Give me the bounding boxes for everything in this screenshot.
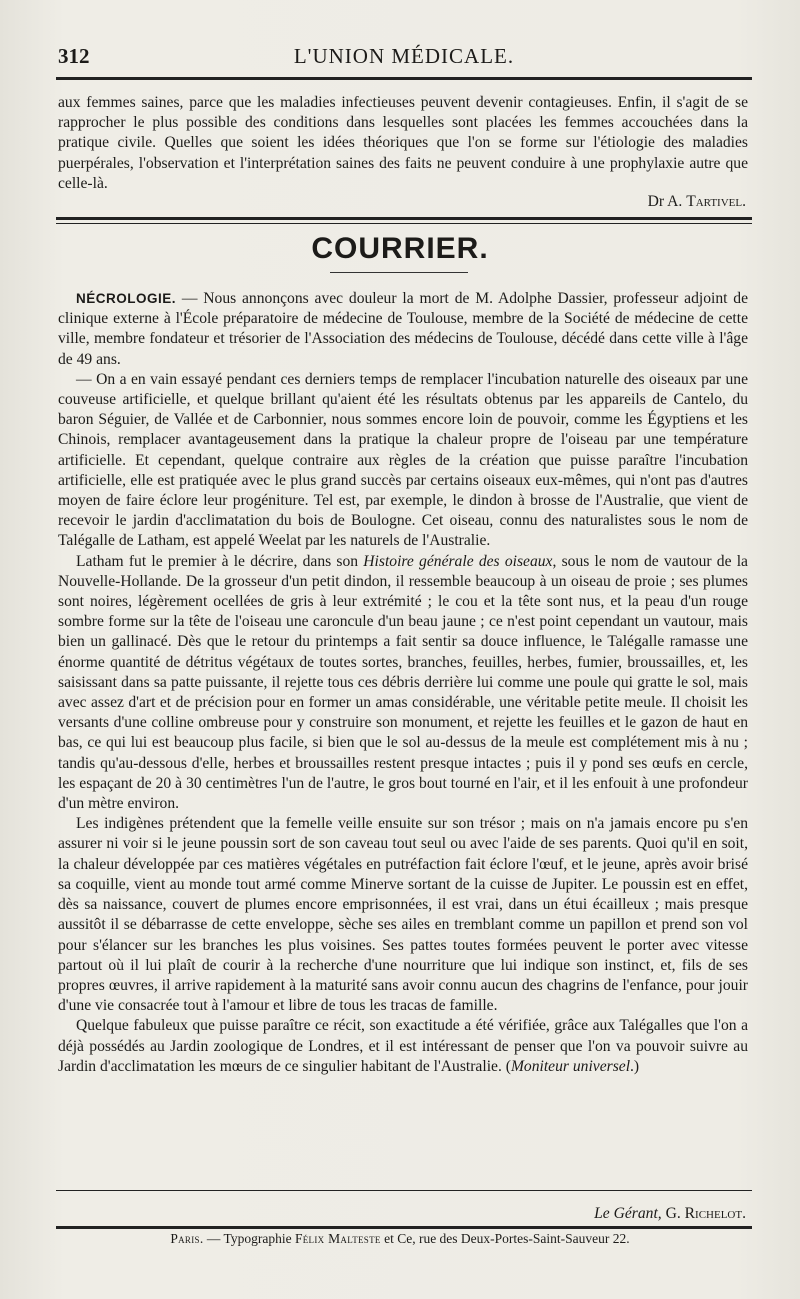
signature-name: Tartivel. xyxy=(686,193,746,210)
source-citation: Moniteur universel xyxy=(510,1057,631,1075)
section-title: COURRIER. xyxy=(311,232,489,265)
imprint-suffix: et Ce, rue des Deux-Portes-Saint-Sauveur 22. xyxy=(380,1231,630,1246)
gerant-label: Le Gérant, xyxy=(594,1205,662,1222)
gerant-signature xyxy=(594,1205,746,1223)
imprint-prefix: — Typographie xyxy=(203,1231,295,1246)
title-underline xyxy=(330,272,468,273)
section-rule-thin xyxy=(56,223,752,224)
latham-paragraph xyxy=(58,552,748,815)
printer-imprint xyxy=(0,1231,800,1247)
book-title: Histoire générale des oiseaux xyxy=(363,552,553,570)
courrier-body xyxy=(58,289,748,1077)
necrologie-text: — Nous annonçons avec douleur la mort de M. Adolphe Dassier, professeur adjoint de clinique externe à l'École préparatoire de médecine de Toulouse, membre de la Société de médecine de cette ville, membre fondateur et trésorier de l'Association des médecins de Toulouse, décédé dans cette ville à l'âge de 49 ans. xyxy=(58,290,748,368)
closing-text: Quelque fabuleux que puisse paraître ce récit, son exactitude a été vérifiée, grâce aux Talégalles que l'on a déjà possédés au Jardin zoologique de Londres, et il est intéressant de penser que l'on va pouvoir suivre au Jardin d'acclimatation les mœurs de ce singulier habitant de l'Australie. ( xyxy=(58,1017,748,1075)
footer-rule-thick xyxy=(56,1226,752,1229)
intro-paragraph xyxy=(58,93,748,194)
imprint-city: Paris. xyxy=(170,1231,204,1246)
latham-text-start: Latham fut le premier à le décrire, dans son xyxy=(76,552,364,570)
running-title: L'UNION MÉDICALE. xyxy=(293,44,515,68)
section-rule-thick xyxy=(56,217,752,220)
header-rule xyxy=(56,77,752,80)
gerant-name: G. Richelot. xyxy=(665,1205,746,1222)
closing-end: .) xyxy=(630,1057,640,1075)
imprint-printer: Félix Malteste xyxy=(294,1231,381,1246)
necrologie-paragraph xyxy=(58,289,748,370)
signature-prefix: Dr A. xyxy=(647,193,683,210)
author-signature xyxy=(648,193,746,211)
page-number: 312 xyxy=(58,44,90,68)
latham-text-end: , sous le nom de vautour de la Nouvelle-Hollande. De la grosseur d'un petit dindon, il ressemble beaucoup à un oiseau de proie ; ses plumes sont noires, légèrement ocellées de gris à leur extrémité ; le cou et la tête sont nus, et la peau d'un rouge sombre forme sur la tête de l'oiseau une caroncule d'un beau jaune ; ce n'est point cependant un vautour, mais bien un gallinacé. Dès que le retour du printemps a fait sentir sa douce influence, le Talégalle ramasse une énorme quantité de détritus végétaux de toutes sortes, branches, feuilles, herbes, fumier, broussailles, et, les saisissant dans sa patte puissante, il rejette tous ces débris derrière lui comme une poule qui gratte le sol, mais avec assez d'art et de précision pour en former un amas considérable, une véritable petite meule. Il choisit les versants d'une colline ombreuse pour y construire son monument, et rejette les feuilles et le gazon de haut en bas, ce qui lui est beaucoup plus facile, si bien que le sol au-dessus de la meule est complétement mis à nu ; tandis qu'au-dessous d'elle, herbes et broussailles restent presque intactes ; puis il y pond ses œufs en cercle, les espaçant de 20 à 30 centimètres l'un de l'autre, le gros bout tourné en l'air, et il les enfouit à une profondeur d'un mètre environ. xyxy=(58,552,748,813)
necrologie-label: NÉCROLOGIE. xyxy=(76,291,177,306)
intro-text: aux femmes saines, parce que les maladies infectieuses peuvent devenir contagieuses. Enfin, il s'agit de se rapprocher le plus possible des conditions dans lesquelles sont placées les femmes accouchées dans la pratique civile. Quelles que soient les idées théoriques que l'on se forme sur l'étiologie des maladies puerpérales, l'observation et l'interprétation saines des faits ne peuvent conduire à une prophylaxie autre que celle-là. xyxy=(58,94,748,192)
footer-rule-thin xyxy=(56,1190,752,1191)
indigenes-paragraph: Les indigènes prétendent que la femelle veille ensuite sur son trésor ; mais on n'a jamais encore pu s'en assurer ni voir si le jeune poussin sort de son caveau tout seul ou avec l'aide de ses parents. Quoi qu'il en soit, la chaleur développée par ces matières végétales en putréfaction fait éclore l'œuf, et le jeune, après avoir brisé sa coquille, vient au monde tout armé comme Minerve sortant de la cuisse de Jupiter. Le poussin est en effet, dès sa naissance, couvert de plumes encore emprisonnées, il est vrai, dans un étui écailleux ; mais presque aussitôt il se débarrasse de cette enveloppe, sèche ses ailes en tremblant comme un papillon et prend son vol pour s'élancer sur les branches les plus voisines. Ses pattes toutes formées peuvent le porter avec vitesse partout où il lui plaît de courir à la recherche d'une nourriture que lui indique son instinct, et, fils de ses propres œuvres, il arrive rapidement à la maturité sans avoir connu aucun des chagrins de l'enfance, pour jouir d'une vie consacrée tout à l'amour et libre de tous les tracas de famille. xyxy=(58,815,748,1015)
page-header xyxy=(58,40,750,76)
incubation-paragraph: — On a en vain essayé pendant ces derniers temps de remplacer l'incubation naturelle des oiseaux par une couveuse artificielle, et quelque brillant qu'aient été les résultats obtenus par les appareils de Cantelo, du baron Séguier, de Vallée et de Carbonnier, nous sommes encore loin de pouvoir, comme les Égyptiens et les Chinois, remplacer avantageusement dans la pratique la chaleur propre de l'oiseau par une température artificielle. Et cependant, quelque contraire aux règles de la création que puisse paraître l'incubation artificielle, elle est pratiquée avec le plus grand succès par certains oiseaux eux-mêmes, qui n'ont pas d'autres moyen de faire éclore leur progéniture. Tel est, par exemple, le dindon à brosse de l'Australie, que vient de recevoir le jardin d'acclimatation du bois de Boulogne. Cet oiseau, connu des naturalistes sous le nom de Talégalle de Latham, est appelé Weelat par les naturels de l'Australie. xyxy=(58,370,748,550)
closing-paragraph xyxy=(58,1016,748,1077)
